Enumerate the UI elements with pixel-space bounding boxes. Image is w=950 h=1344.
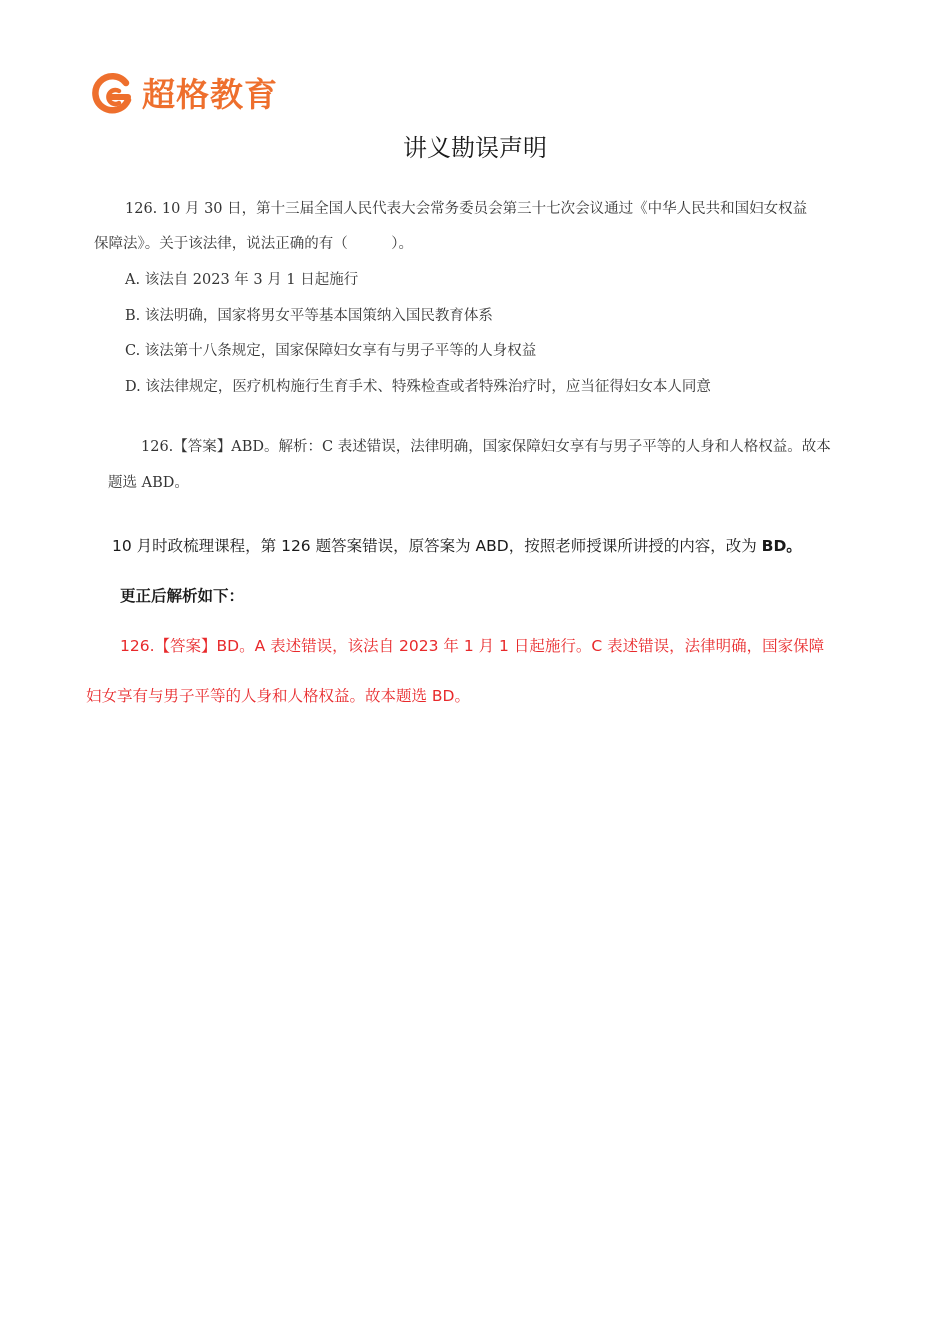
brand-name: 超格教育 [142, 75, 278, 114]
correction-line-1: 126.【答案】BD。A 表述错误，该法自 2023 年 1 月 1 日起施行。C 表述错误，法律明确，国家保障 [120, 637, 825, 655]
original-answer-line-2: 题选 ABD。 [108, 475, 189, 491]
question-option-a: A. 该法自 2023 年 3 月 1 日起施行 [125, 272, 359, 288]
erratum-note-text: 10 月时政梳理课程，第 126 题答案错误，原答案为 ABD，按照老师授课所讲授的内容，改为 [112, 537, 762, 555]
question-option-d: D. 该法律规定，医疗机构施行生育手术、特殊检查或者特殊治疗时，应当征得妇女本人同意 [125, 379, 711, 395]
page-title: 讲义勘误声明 [403, 134, 547, 162]
brand-logo [86, 70, 278, 120]
question-stem-line-2: 保障法》。关于该法律，说法正确的有（ ）。 [94, 236, 413, 252]
correction-line-2: 妇女享有与男子平等的人身和人格权益。故本题选 BD。 [86, 687, 470, 705]
question-option-b: B. 该法明确，国家将男女平等基本国策纳入国民教育体系 [125, 308, 493, 324]
question-stem-line-1: 126. 10 月 30 日，第十三届全国人民代表大会常务委员会第三十七次会议通过《中华人民共和国妇女权益 [125, 201, 808, 217]
erratum-note [112, 534, 802, 558]
question-option-c: C. 该法第十八条规定，国家保障妇女享有与男子平等的人身权益 [125, 343, 537, 359]
erratum-corrected-answer: BD。 [761, 537, 802, 555]
original-answer-line-1: 126.【答案】ABD。解析：C 表述错误，法律明确，国家保障妇女享有与男子平等的人身和人格权益。故本 [141, 439, 831, 455]
brand-g-logo-icon [86, 70, 136, 120]
correction-heading: 更正后解析如下： [120, 587, 245, 605]
